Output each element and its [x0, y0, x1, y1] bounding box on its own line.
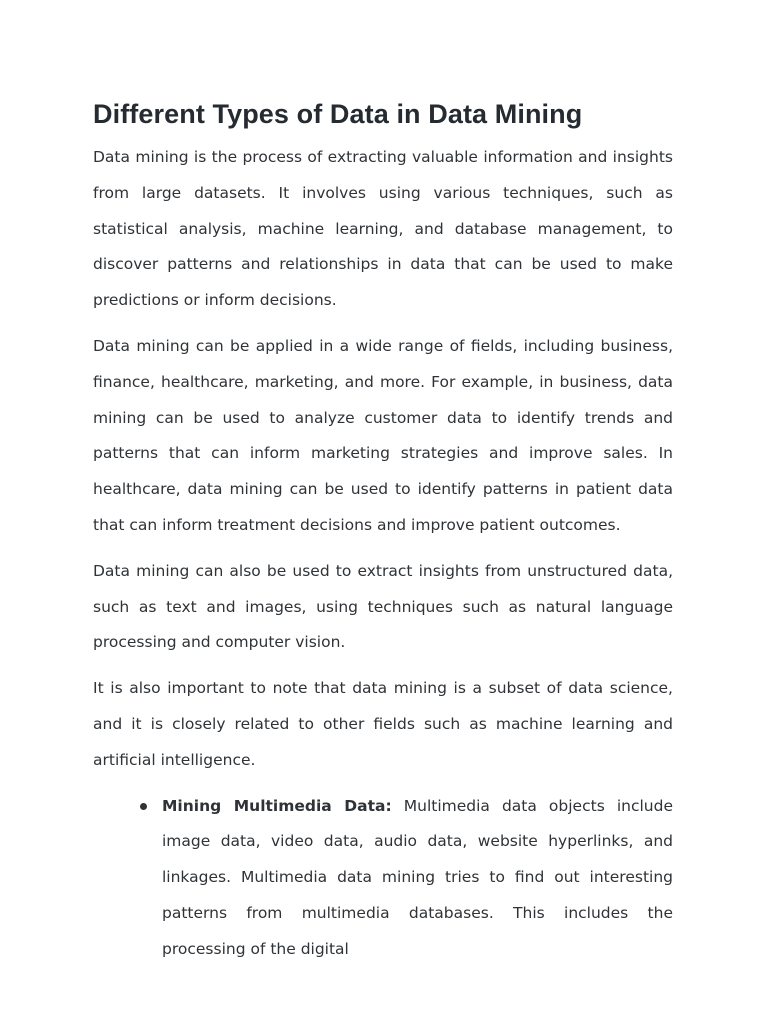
paragraph-intro: Data mining is the process of extracting valuable information and insights from large datasets. It involves using various techniques, such as statistical analysis, machine learning, and database management, to discover patterns and relationships in data that can be used to make predictions or inform decisions.	[93, 148, 673, 310]
list-item-term: Mining Multimedia Data:	[162, 796, 392, 815]
paragraph-unstructured: Data mining can also be used to extract insights from unstructured data, such as text and images, using techniques such as natural language processing and computer vision.	[93, 561, 673, 652]
paragraph-applications: Data mining can be applied in a wide range of fields, including business, finance, healthcare, marketing, and more. For example, in business, data mining can be used to analyze customer data to identify trends and patterns that can inform marketing strategies and improve sales. In healthcare, data mining can be used to identify patterns in patient data that can inform treatment decisions and improve patient outcomes.	[93, 336, 673, 534]
document-page	[93, 97, 673, 968]
paragraph-data-science: It is also important to note that data mining is a subset of data science, and it is closely related to other fields such as machine learning and artificial intelligence.	[93, 679, 673, 769]
document-title: Different Types of Data in Data Mining	[93, 99, 583, 129]
bullet-icon	[140, 803, 147, 810]
data-types-list	[93, 789, 673, 968]
list-item-text: Multimedia data objects include image data, video data, audio data, website hyperlinks, and linkages. Multimedia data mining tries to find out interesting patterns from multimedia databases. This includes the processing of the digital	[162, 796, 673, 958]
list-item-multimedia	[162, 789, 673, 968]
